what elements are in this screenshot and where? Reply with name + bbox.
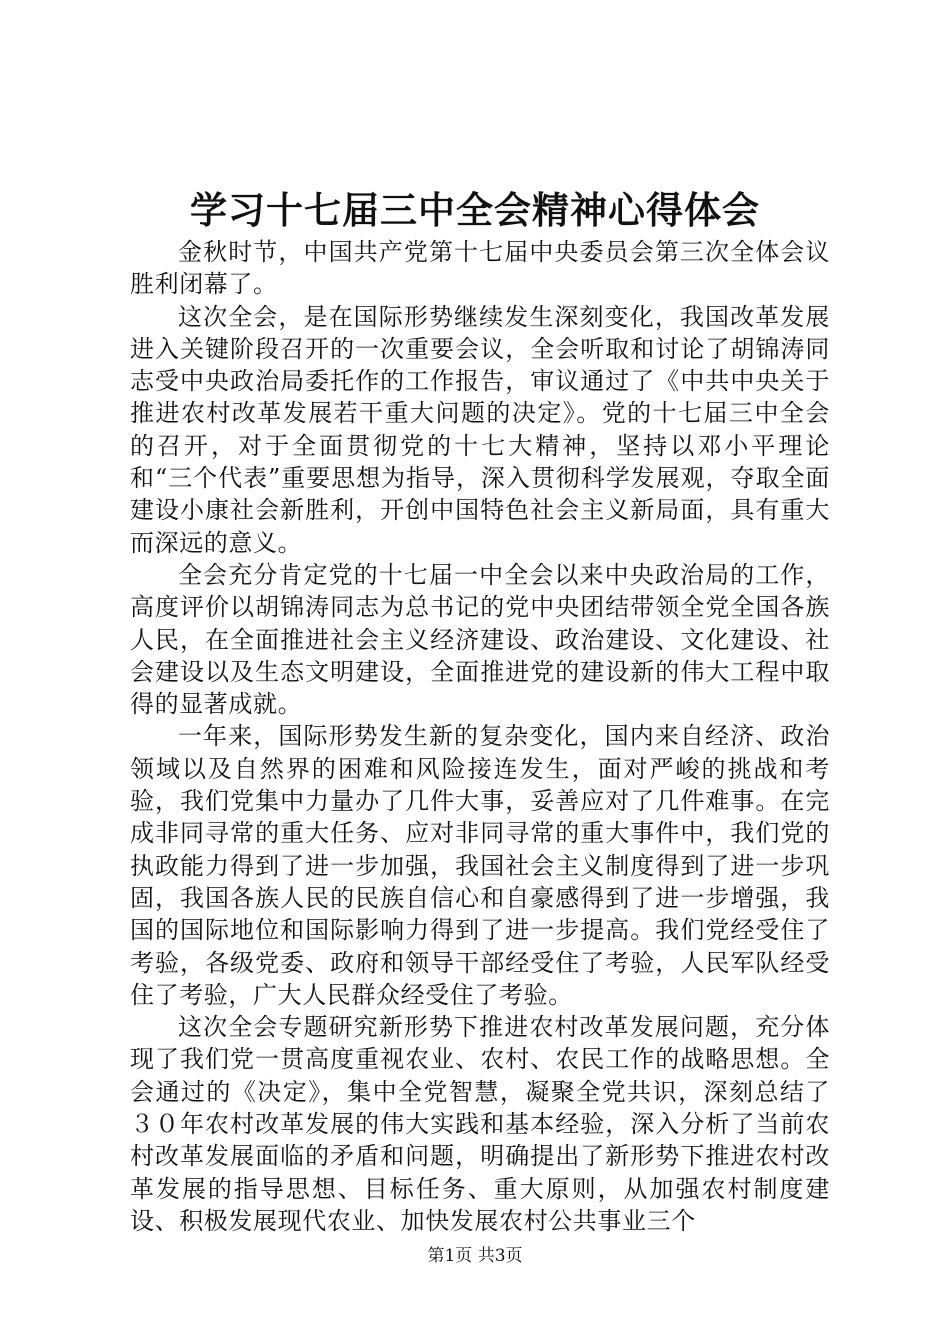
document-body — [130, 236, 830, 1237]
paragraph: 全会充分肯定党的十七届一中全会以来中央政治局的工作，高度评价以胡锦涛同志为总书记的党中央团结带领全党全国各族人民，在全面推进社会主义经济建设、政治建设、文化建设、社会建设以及生态文明建设，全面推进党的建设新的伟大工程中取得的显著成就。 — [130, 560, 830, 719]
paragraph: 金秋时节，中国共产党第十七届中央委员会第三次全体会议胜利闭幕了。 — [130, 238, 830, 299]
paragraph: 这次全会，是在国际形势继续发生深刻变化，我国改革发展进入关键阶段召开的一次重要会议，全会听取和讨论了胡锦涛同志受中央政治局委托作的工作报告，审议通过了《中共中央关于推进农村改革发展若干重大问题的决定》。党的十七届三中全会的召开，对于全面贯彻党的十七大精神，坚持以邓小平理论和“三个代表”重要思想为指导，深入贯彻科学发展观，夺取全面建设小康社会新胜利，开创中国特色社会主义新局面，具有重大而深远的意义。 — [130, 302, 830, 557]
paragraph: 这次全会专题研究新形势下推进农村改革发展问题，充分体现了我们党一贯高度重视农业、农村、农民工作的战略思想。全会通过的《决定》，集中全党智慧，凝聚全党共识，深刻总结了３０年农村改革发展的伟大实践和基本经验，深入分析了当前农村改革发展面临的矛盾和问题，明确提出了新形势下推进农村改革发展的指导思想、目标任务、重大原则，从加强农村制度建设、积极发展现代农业、加快发展农村公共事业三个 — [130, 1013, 830, 1235]
document-title: 学习十七届三中全会精神心得体会 — [190, 188, 760, 232]
paragraph: 一年来，国际形势发生新的复杂变化，国内来自经济、政治领域以及自然界的困难和风险接连发生，面对严峻的挑战和考验，我们党集中力量办了几件大事，妥善应对了几件难事。在完成非同寻常的重大任务、应对非同寻常的重大事件中，我们党的执政能力得到了进一步加强，我国社会主义制度得到了进一步巩固，我国各族人民的民族自信心和自豪感得到了进一步增强，我国的国际地位和国际影响力得到了进一步提高。我们党经受住了考验，各级党委、政府和领导干部经受住了考验，人民军队经受住了考验，广大人民群众经受住了考验。 — [130, 722, 830, 1009]
page-footer — [0, 1244, 950, 1268]
page-number: 第1页 共3页 — [427, 1246, 523, 1266]
